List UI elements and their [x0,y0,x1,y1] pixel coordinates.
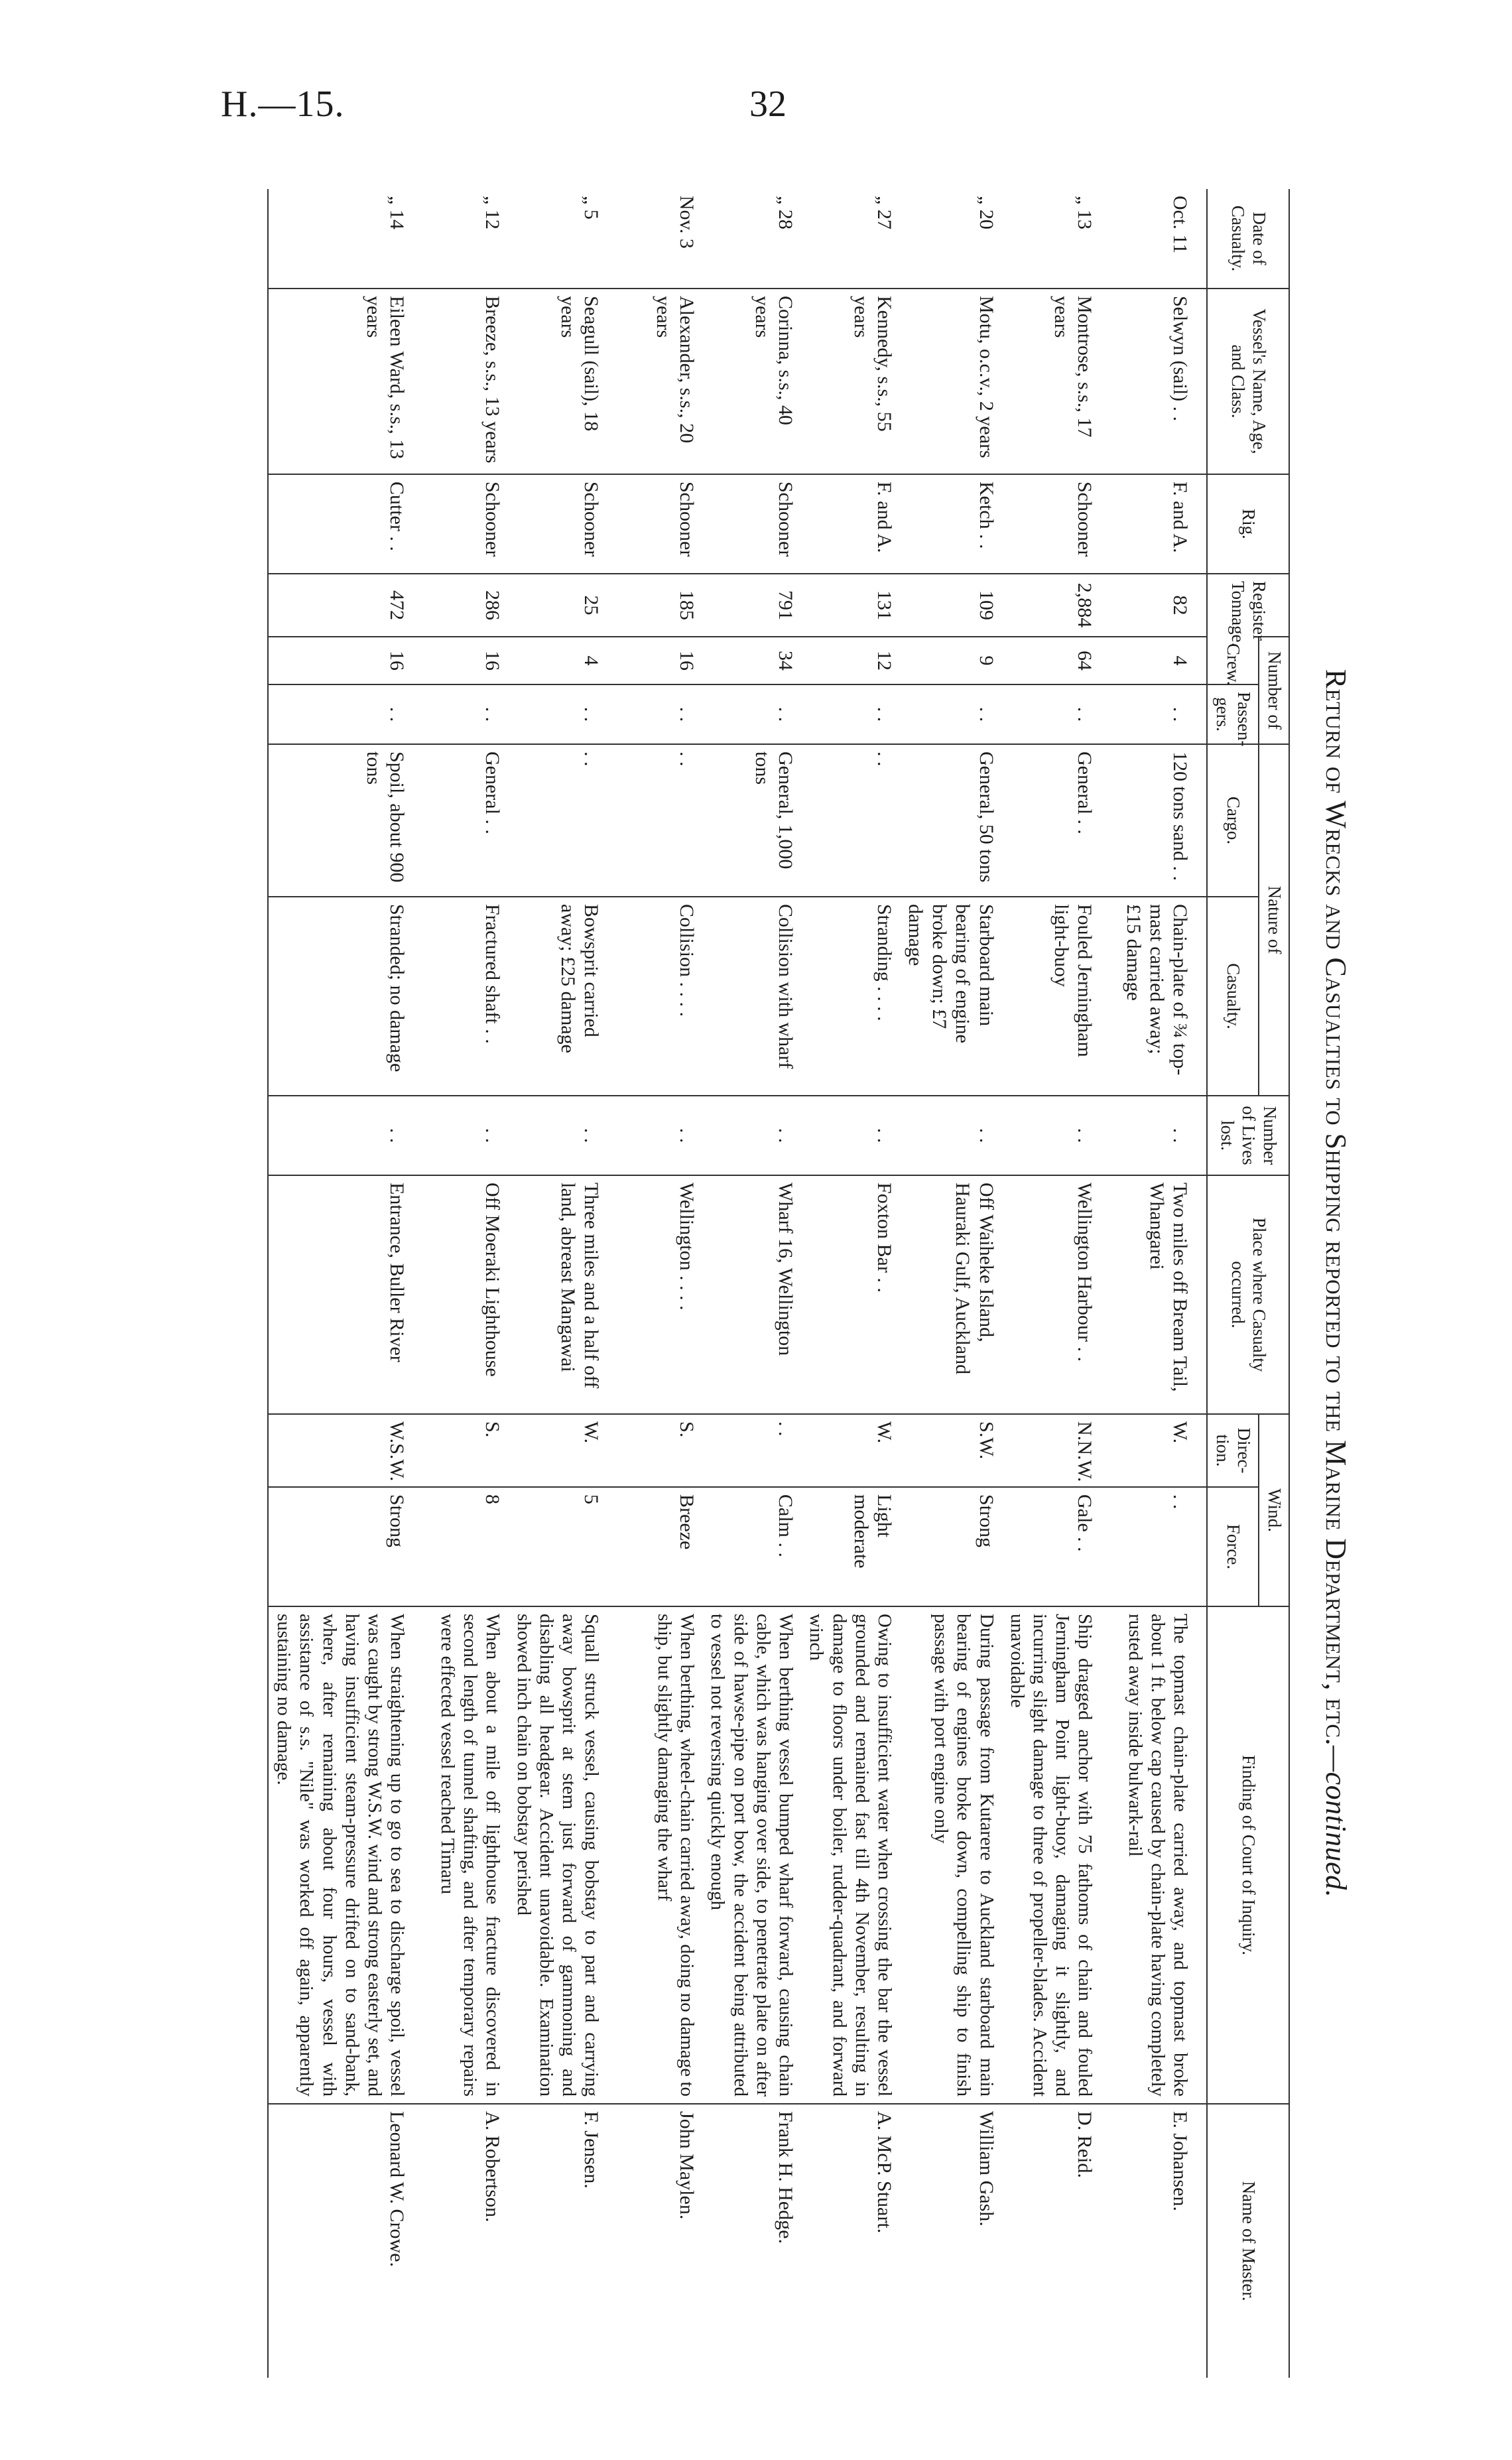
cell-tonnage: 25 [508,574,607,637]
cell-force: Breeze [607,1487,702,1606]
col-direction: Direc-tion. [1207,1414,1259,1487]
table-row [607,189,702,2378]
cell-vessel: Eileen Ward, s.s., 13 years [268,289,412,474]
cell-force: . . [1100,1487,1207,1606]
cell-master: A. McP. Stuart. [801,2104,900,2378]
col-lives: Number of Lives lost. [1207,1096,1289,1175]
cell-force: 8 [412,1487,508,1606]
table-row [801,189,900,2378]
cell-direction: W.S.W. [268,1414,412,1487]
cell-rig: Schooner [702,474,801,574]
cell-place: Wellington . . . . [607,1175,702,1414]
col-master: Name of Master. [1207,2104,1289,2378]
cell-master: Leonard W. Crowe. [268,2104,412,2378]
cell-date: Nov. 3 [676,196,698,249]
cell-vessel: Alexander, s.s., 20 years [607,289,702,474]
cell-passengers: . . [900,684,1002,744]
cell-passengers: . . [508,684,607,744]
cell-place: Wellington Harbour . . [1002,1175,1101,1414]
cell-place: Three miles and a half off land, abreast Mangawai [508,1175,607,1414]
table-row [1100,189,1207,2378]
casualties-table [267,189,1290,2378]
cell-tonnage: 791 [702,574,801,637]
col-rig: Rig. [1207,474,1289,574]
cell-place: Wharf 16, Wellington [702,1175,801,1414]
cell-passengers: . . [801,684,900,744]
cell-vessel: Corinna, s.s., 40 years [702,289,801,474]
cell-cargo: General . . [412,744,508,897]
cell-rig: Cutter . . [268,474,412,574]
cell-vessel: Breeze, s.s., 13 years [412,289,508,474]
cell-lives: . . [900,1096,1002,1175]
cell-date: „ 5 [580,196,603,220]
cell-direction: W. [801,1414,900,1487]
cell-casualty: Collision with wharf [702,897,801,1096]
cell-place: Off Waiheke Island, Hauraki Gulf, Auckland [900,1175,1002,1414]
cell-finding: During passage from Kutarere to Auckland starboard main bearing of engines broke down, compelling ship to finish passage with port engine only [900,1606,1002,2104]
cell-vessel: Seagull (sail), 18 years [508,289,607,474]
cell-casualty: Collision . . . . [607,897,702,1096]
cell-direction: N.N.W. [1002,1414,1101,1487]
col-force: Force. [1207,1487,1259,1606]
cell-crew: 16 [412,637,508,684]
cell-crew: 64 [1002,637,1101,684]
table-row [268,189,412,2378]
cell-passengers: . . [268,684,412,744]
cell-crew: 4 [508,637,607,684]
cell-casualty: Fractured shaft . . [412,897,508,1096]
cell-date: „ 14 [386,196,409,229]
cell-passengers: . . [702,684,801,744]
cell-lives: . . [801,1096,900,1175]
table-header [1207,189,1289,2378]
table-row [508,189,607,2378]
document-reference: H.—15. [221,84,345,125]
cell-date: „ 20 [975,196,997,229]
col-finding: Finding of Court of Inquiry. [1207,1606,1289,2104]
cell-vessel: Motu, o.c.v., 2 years [900,289,1002,474]
cell-finding: Ship dragged anchor with 75 fathoms of chain and fouled Jerningham Point light-buoy, damaging it slightly, and incurring slight damage to three of propeller-blades. Accident unavoidable [1002,1606,1101,2104]
cell-finding: When berthing, wheel-chain carried away, doing no damage to ship, but slightly damaging the wharf [607,1606,702,2104]
cell-passengers: . . [607,684,702,744]
cell-place: Foxton Bar . . [801,1175,900,1414]
cell-cargo: General, 50 tons [900,744,1002,897]
cell-direction: W. [1100,1414,1207,1487]
cell-passengers: . . [1100,684,1207,744]
page-number: 32 [749,84,787,125]
cell-vessel: Selwyn (sail) . . [1100,289,1207,474]
cell-rig: Schooner [1002,474,1101,574]
table-title-main: Return of Wrecks and Casualties to Shipping reported to the Marine Department, etc. [1320,669,1352,1746]
cell-tonnage: 82 [1100,574,1207,637]
cell-crew: 34 [702,637,801,684]
cell-cargo: Spoil, about 900 tons [268,744,412,897]
cell-casualty: Bowsprit carried away; £25 damage [508,897,607,1096]
cell-lives: . . [412,1096,508,1175]
cell-date: „ 13 [1074,196,1096,229]
cell-rig: Schooner [508,474,607,574]
cell-rig: F. and A. [801,474,900,574]
cell-force: Gale . . [1002,1487,1101,1606]
cell-tonnage: 131 [801,574,900,637]
cell-vessel: Kennedy, s.s., 55 years [801,289,900,474]
cell-crew: 16 [607,637,702,684]
cell-date: „ 28 [775,196,797,229]
cell-date: „ 12 [481,196,504,229]
cell-crew: 9 [900,637,1002,684]
cell-force: Calm . . [702,1487,801,1606]
cell-master: John Maylen. [607,2104,702,2378]
cell-lives: . . [702,1096,801,1175]
cell-cargo: . . [607,744,702,897]
cell-rig: Ketch . . [900,474,1002,574]
cell-lives: . . [1002,1096,1101,1175]
cell-casualty: Starboard main bearing of engine broke down; £7 damage [900,897,1002,1096]
col-vessel: Vessel's Name, Age, and Class. [1207,289,1289,474]
cell-place: Entrance, Buller River [268,1175,412,1414]
col-place: Place where Casualty occurred. [1207,1175,1289,1414]
cell-passengers: . . [412,684,508,744]
cell-finding: When about a mile off lighthouse fracture discovered in second length of tunnel shafting, and after temporary repairs were effected vessel reached Timaru [412,1606,508,2104]
cell-direction: . . [702,1414,801,1487]
cell-passengers: . . [1002,684,1101,744]
cell-cargo: General . . [1002,744,1101,897]
cell-casualty: Fouled Jerningham light-buoy [1002,897,1101,1096]
cell-date: „ 27 [873,196,895,229]
cell-place: Off Moeraki Lighthouse [412,1175,508,1414]
cell-place: Two miles off Bream Tail, Whangarei [1100,1175,1207,1414]
cell-tonnage: 286 [412,574,508,637]
col-passengers: Passen-gers. [1207,684,1259,744]
cell-force: 5 [508,1487,607,1606]
cell-casualty: Stranded; no damage [268,897,412,1096]
table-title-suffix: —continued. [1320,1746,1352,1898]
col-group-nature-of: Nature of [1259,744,1289,1096]
table-row [702,189,801,2378]
cell-tonnage: 472 [268,574,412,637]
cell-direction: W. [508,1414,607,1487]
cell-finding: The topmast chain-plate carried away, and topmast broke about 1 ft. below cap caused by chain-plate having completely rusted away inside bulwark-rail [1100,1606,1207,2104]
cell-direction: S. [607,1414,702,1487]
cell-force: Light moderate [801,1487,900,1606]
cell-master: William Gash. [900,2104,1002,2378]
cell-tonnage: 185 [607,574,702,637]
cell-crew: 16 [268,637,412,684]
col-cargo: Cargo. [1207,744,1259,897]
cell-finding: Owing to insufficient water when crossing the bar the vessel grounded and remained fast till 4th November, resulting in damage to floors under boiler, rudder-quadrant, and forward winch [801,1606,900,2104]
cell-master: Frank H. Hedge. [702,2104,801,2378]
cell-master: D. Reid. [1002,2104,1101,2378]
cell-force: Strong [900,1487,1002,1606]
table-body [268,189,1207,2378]
cell-casualty: Stranding . . . . [801,897,900,1096]
cell-finding: Squall struck vessel, causing bobstay to part and carrying away bowsprit at stem just forward of gammoning and disabling all headgear. Accident unavoidable. Examination showed inch chain on bobstay perished [508,1606,607,2104]
cell-lives: . . [1100,1096,1207,1175]
col-group-number-of: Number of [1259,637,1289,744]
cell-lives: . . [508,1096,607,1175]
table-row [1002,189,1101,2378]
table-title [1319,189,1353,2378]
cell-direction: S.W. [900,1414,1002,1487]
cell-lives: . . [607,1096,702,1175]
cell-finding: When berthing vessel bumped wharf forward, causing chain cable, which was hanging over side, to penetrate plate on after side of hawse-pipe on port bow, the accident being attributed to vessel not reversing quickly enough [702,1606,801,2104]
col-crew: Crew. [1207,637,1259,684]
cell-tonnage: 2,884 [1002,574,1101,637]
cell-casualty: Chain-plate of ¾ top-mast carried away; £15 damage [1100,897,1207,1096]
cell-date: Oct. 11 [1169,196,1192,254]
cell-direction: S. [412,1414,508,1487]
cell-rig: Schooner [607,474,702,574]
table-row [900,189,1002,2378]
col-group-wind: Wind. [1259,1414,1289,1606]
cell-master: A. Robertson. [412,2104,508,2378]
cell-master: F. Jensen. [508,2104,607,2378]
cell-vessel: Montrose, s.s., 17 years [1002,289,1101,474]
rotated-table-region [179,189,1353,2378]
cell-cargo: . . [508,744,607,897]
cell-master: E. Johansen. [1100,2104,1207,2378]
table-row [412,189,508,2378]
cell-rig: F. and A. [1100,474,1207,574]
col-casualty: Casualty. [1207,897,1259,1096]
cell-rig: Schooner [412,474,508,574]
cell-force: Strong [268,1487,412,1606]
cell-tonnage: 109 [900,574,1002,637]
cell-cargo: . . [801,744,900,897]
cell-finding: When straightening up to go to sea to discharge spoil, vessel was caught by strong W.S.W. wind and strong easterly set, and having insufficient steam-pressure drifted on to sand-bank, where, after remaining about four hours, vessel with assistance of s.s. "Nile" was worked off again, apparently sustaining no damage. [268,1606,412,2104]
cell-cargo: 120 tons sand . . [1100,744,1207,897]
col-tonnage: Register Tonnage. [1207,574,1289,637]
cell-crew: 4 [1100,637,1207,684]
col-date: Date of Casualty. [1207,189,1289,289]
cell-cargo: General, 1,000 tons [702,744,801,897]
cell-lives: . . [268,1096,412,1175]
cell-crew: 12 [801,637,900,684]
